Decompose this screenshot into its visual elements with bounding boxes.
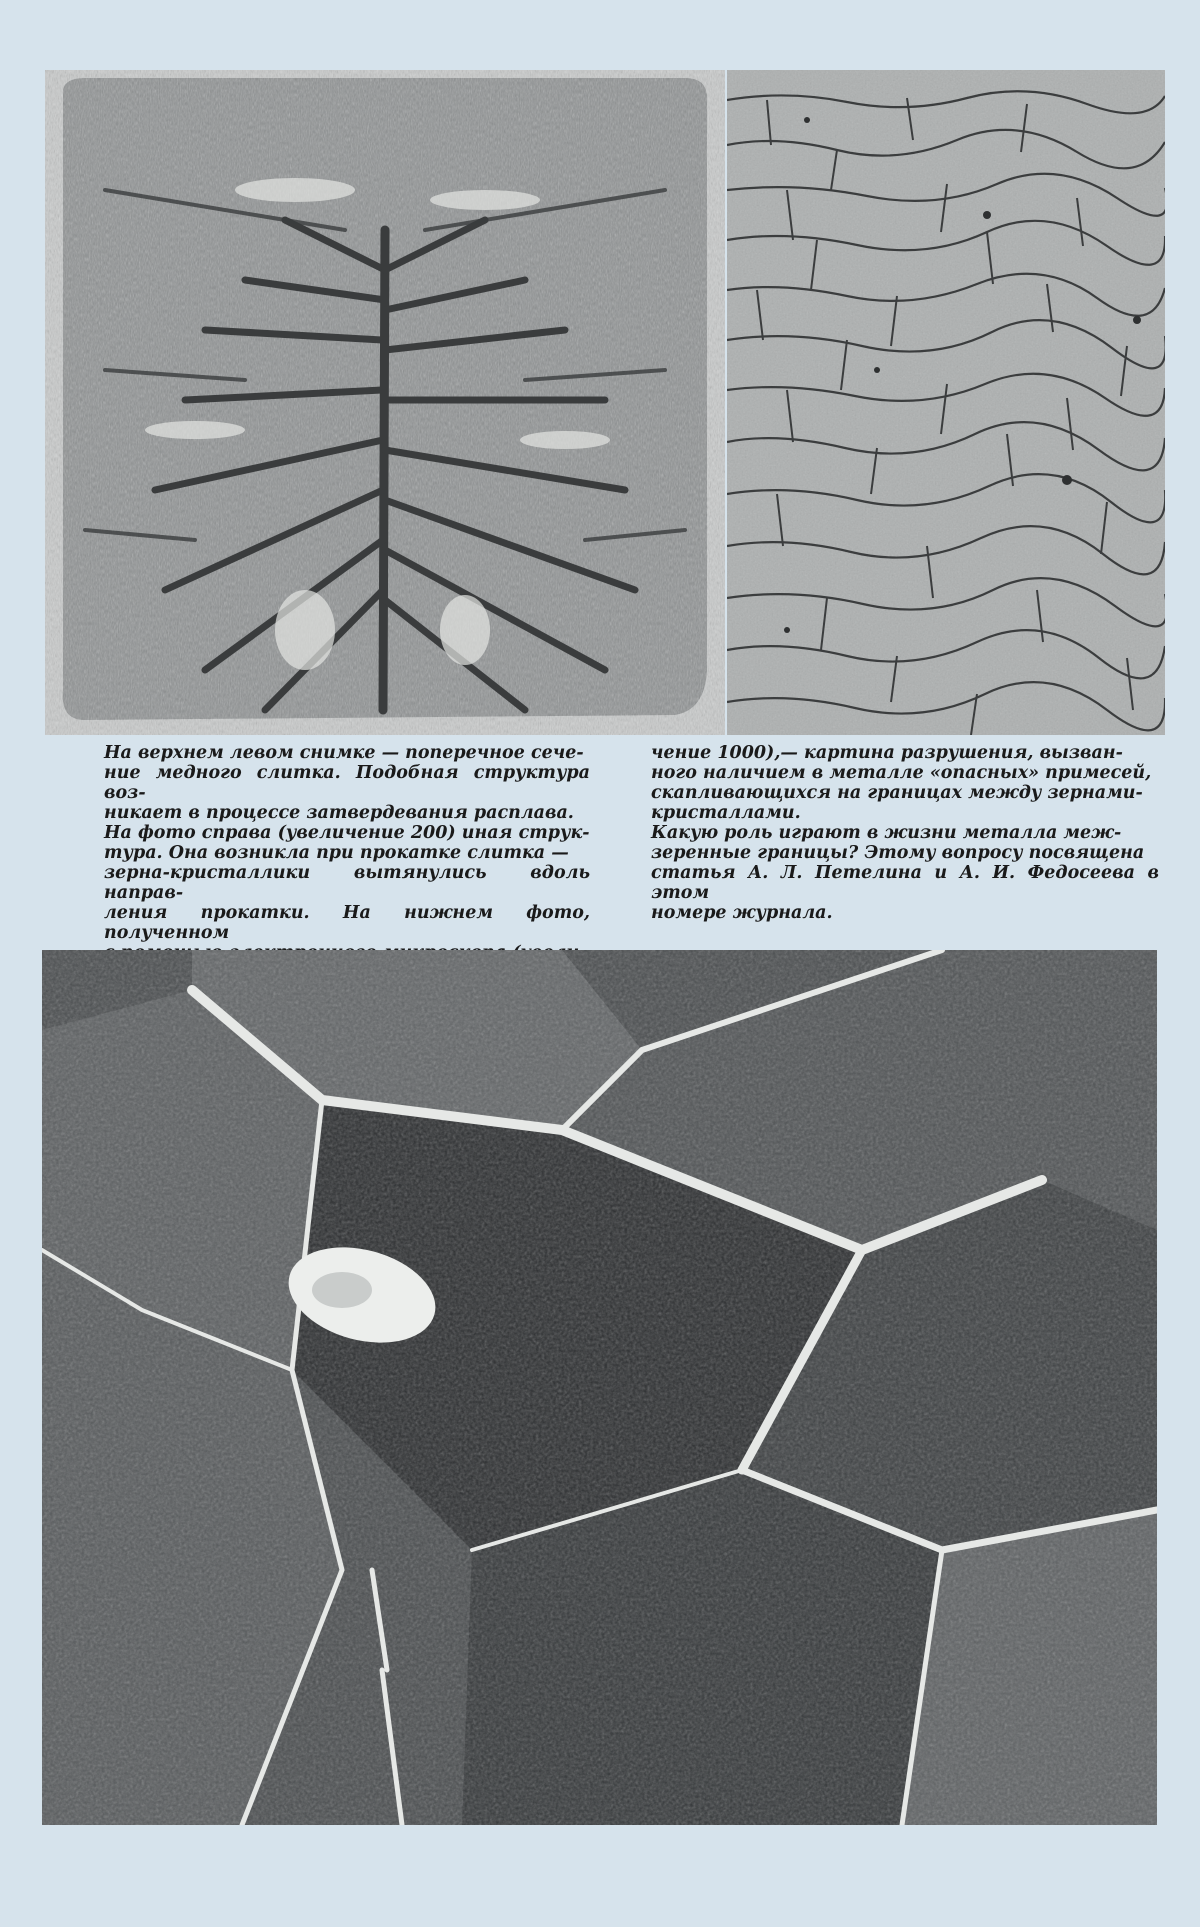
grain-structure-photo	[727, 70, 1165, 735]
caption-line: ние медного слитка. Подобная структура воз-	[104, 763, 590, 803]
copper-ingot-photo	[45, 70, 725, 735]
caption-line: ления прокатки. На нижнем фото, полученном	[104, 903, 590, 943]
caption-line: скапливающихся на границах между зернами-	[651, 783, 1143, 803]
caption-line: статья А. Л. Петелина и А. И. Федосеева в этом	[651, 863, 1159, 903]
grain-structure-image	[727, 70, 1165, 735]
caption-line: ного наличием в металле «опасных» примесей,	[651, 763, 1152, 783]
fracture-surface-photo	[42, 950, 1157, 1825]
fracture-surface-image	[42, 950, 1157, 1825]
caption-line: номере журнала.	[651, 903, 833, 923]
caption-line: никает в процессе затвердевания расплава.	[104, 803, 574, 823]
caption-line: чение 1000),— картина разрушения, вызван-	[651, 743, 1123, 763]
caption-line: тура. Она возникла при прокатке слитка —	[104, 843, 569, 863]
caption-line: кристаллами.	[651, 803, 801, 823]
copper-ingot-image	[45, 70, 725, 735]
caption-right-column	[651, 743, 1159, 923]
caption-line: На фото справа (увеличение 200) иная струк-	[104, 823, 590, 843]
caption-line: Какую роль играют в жизни металла меж-	[651, 823, 1122, 843]
caption-line: На верхнем левом снимке — поперечное сече-	[104, 743, 584, 763]
caption-line: зерна-кристаллики вытянулись вдоль направ-	[104, 863, 590, 903]
caption-line: зеренные границы? Этому вопросу посвящена	[651, 843, 1145, 863]
caption-left-column	[104, 743, 590, 963]
